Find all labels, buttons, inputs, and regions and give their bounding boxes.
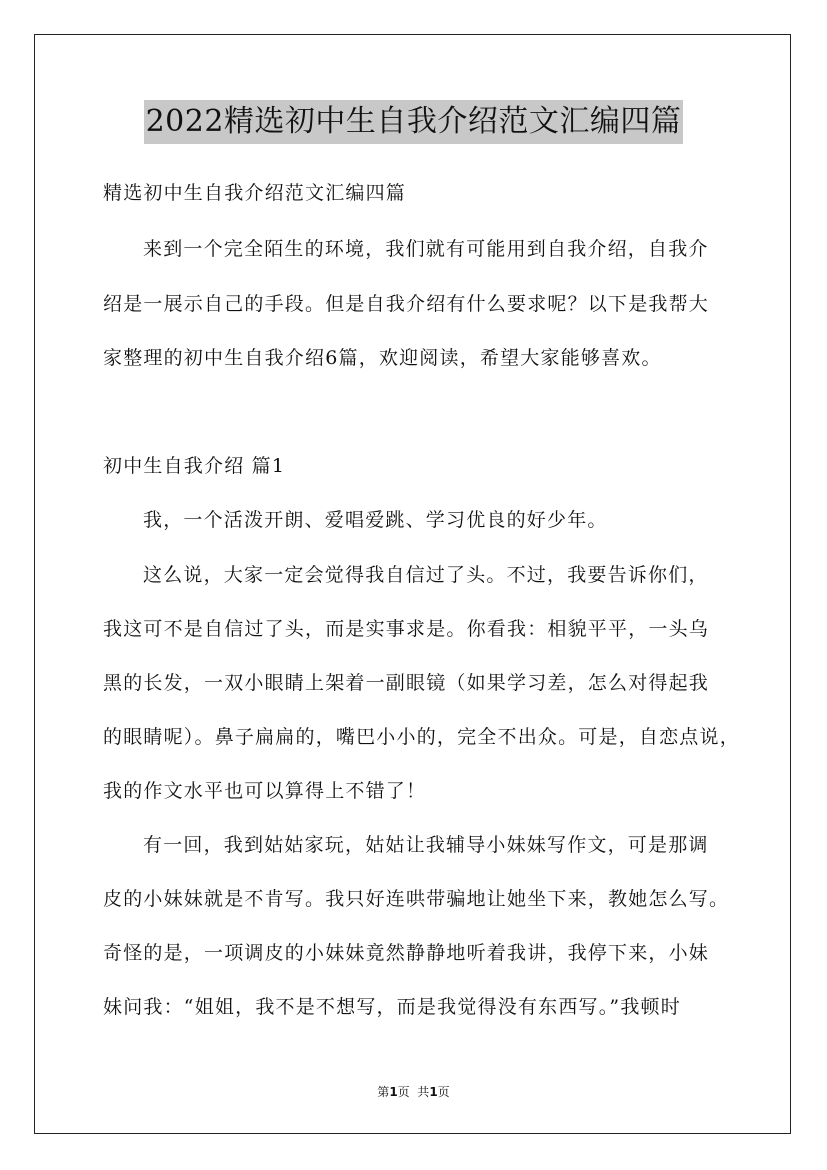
footer-page-total: 1 — [429, 1085, 438, 1099]
body-line-4: 黑的长发，一双小眼睛上架着一副眼镜（如果学习差，怎么对得起我 — [103, 672, 710, 694]
intro-line-3: 家整理的初中生自我介绍6篇，欢迎阅读，希望大家能够喜欢。 — [103, 347, 662, 369]
document-subtitle: 精选初中生自我介绍范文汇编四篇 — [103, 182, 407, 204]
body-line-6: 我的作文水平也可以算得上不错了！ — [103, 780, 427, 802]
body-line-1: 我，一个活泼开朗、爱唱爱跳、学习优良的好少年。 — [143, 509, 608, 531]
body-line-8: 皮的小妹妹就是不肯写。我只好连哄带骗地让她坐下来，教她怎么写。 — [103, 888, 730, 910]
body-line-5: 的眼睛呢）。鼻子扁扁的，嘴巴小小的，完全不出众。可是，自恋点说， — [103, 726, 740, 748]
footer-mid: 页 共 — [397, 1085, 430, 1099]
footer-suffix: 页 — [437, 1085, 450, 1099]
footer-prefix: 第 — [377, 1085, 390, 1099]
intro-line-1: 来到一个完全陌生的环境，我们就有可能用到自我介绍，自我介 — [143, 238, 709, 260]
body-line-2: 这么说，大家一定会觉得我自信过了头。不过，我要告诉你们， — [143, 564, 709, 586]
intro-line-2: 绍是一展示自己的手段。但是自我介绍有什么要求呢？以下是我帮大 — [103, 293, 710, 315]
body-line-10: 妹问我：“姐姐，我不是不想写，而是我觉得没有东西写。”我顿时 — [103, 996, 681, 1018]
section-heading: 初中生自我介绍 篇1 — [103, 455, 286, 477]
title-wrap — [0, 100, 827, 144]
body-line-9: 奇怪的是，一项调皮的小妹妹竟然静静地听着我讲，我停下来，小妹 — [103, 942, 710, 964]
page-footer — [0, 1083, 827, 1100]
footer-page-number: 1 — [389, 1085, 398, 1099]
document-title: 2022精选初中生自我介绍范文汇编四篇 — [144, 100, 684, 144]
body-line-7: 有一回，我到姑姑家玩，姑姑让我辅导小妹妹写作文，可是那调 — [143, 834, 709, 856]
body-line-3: 我这可不是自信过了头，而是实事求是。你看我：相貌平平，一头乌 — [103, 618, 710, 640]
